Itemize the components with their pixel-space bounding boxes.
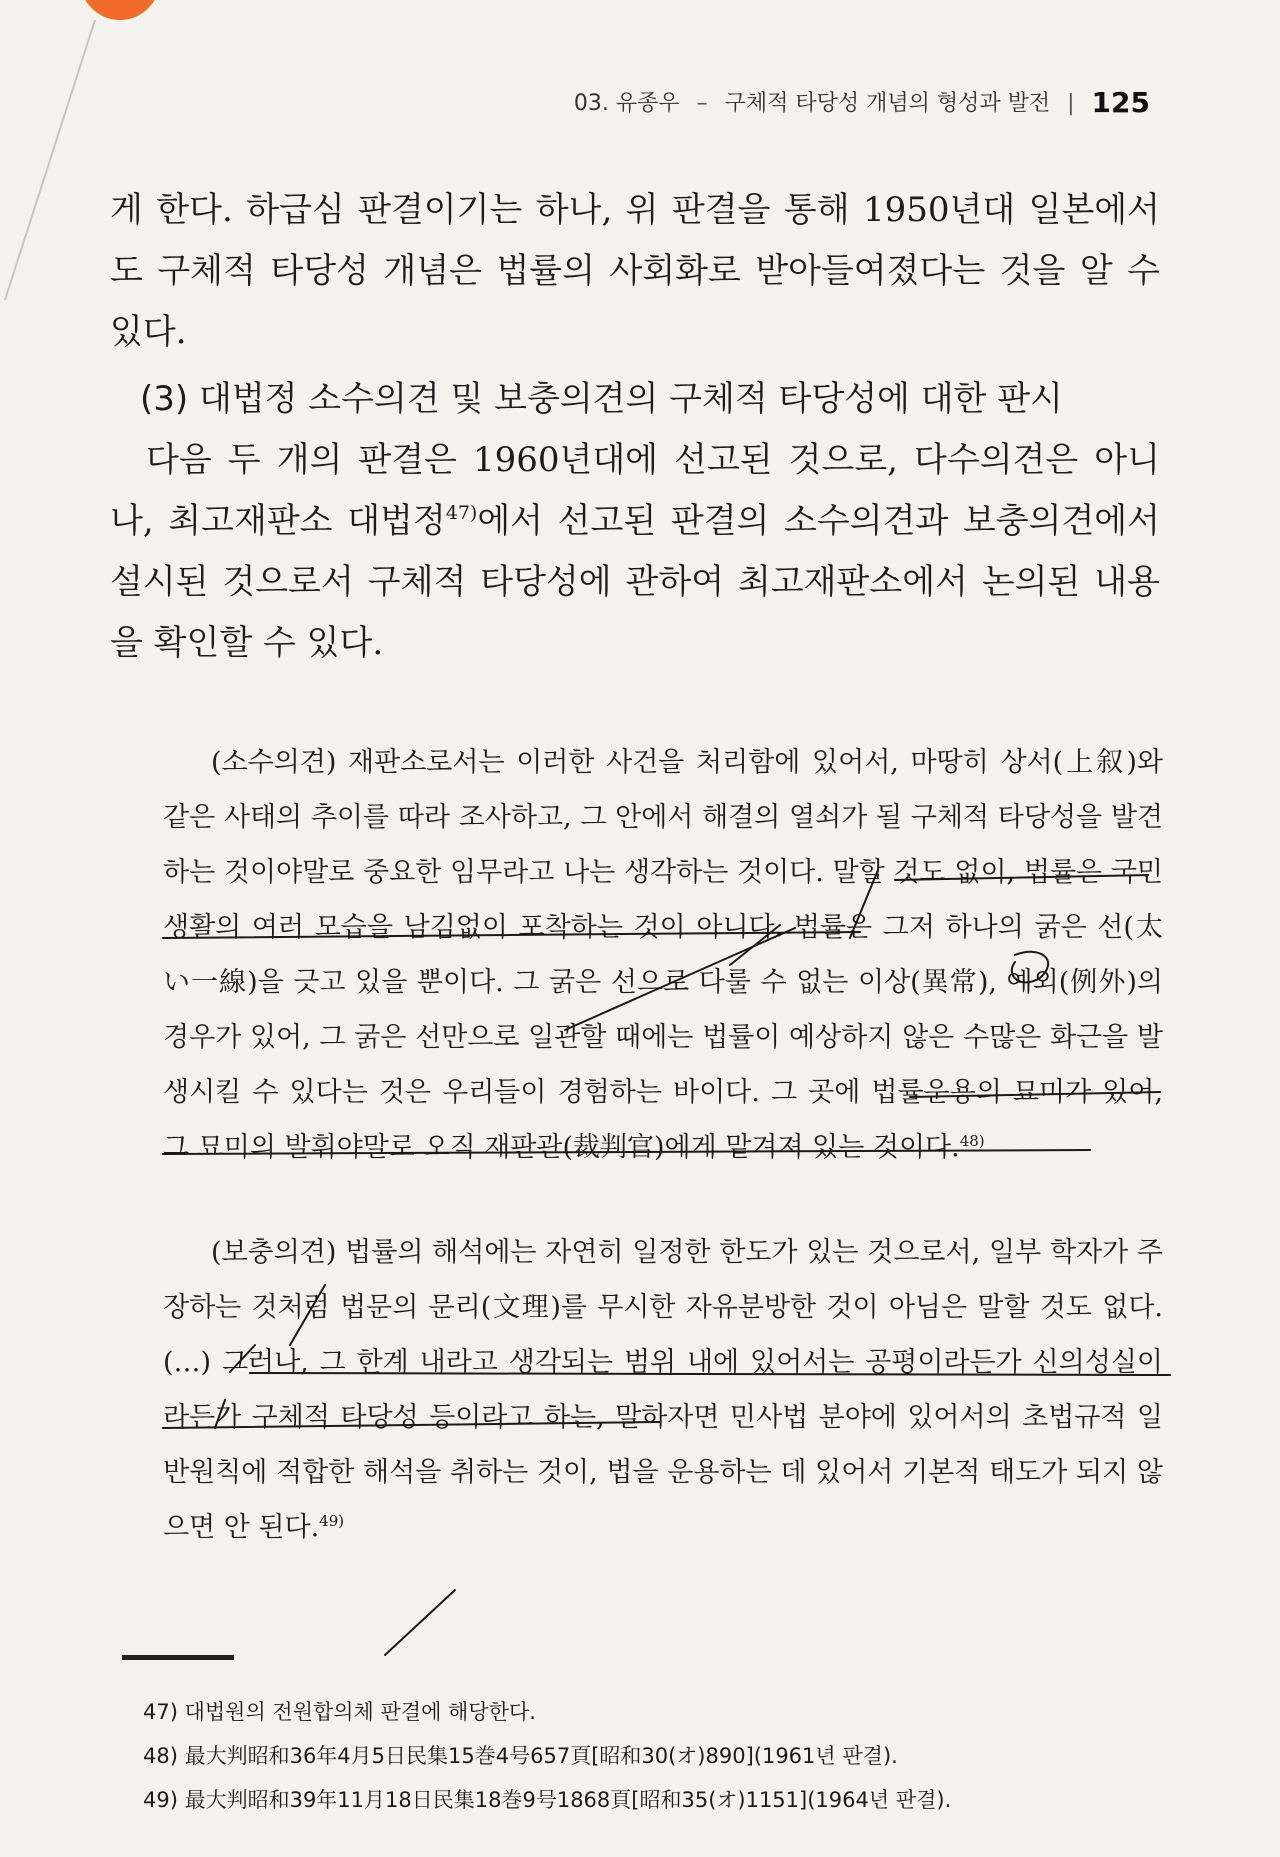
paragraph-2-text-a: 다음 두 개의 판결은 1960년대에 선고된 것으로, 다수의견은 아니나, 최고재판소 대법정 — [110, 440, 1160, 541]
supplementary-opinion-text: (보충의견) 법률의 해석에는 자연히 일정한 한도가 있는 것으로서, 일부 학자가 주장하는 것처럼 법문의 문리(文理)를 무시한 자유분방한 것이 아님은 말할 것도 없다.(…) 그러나, 그 한계 내라고 생각되는 범위 내에 있어서는 공평이라든가 신의성실이라든가 구체적 타당성 등이라고 하는, 말하자면 민사법 분야에 있어서의 초법규적 일반원칙에 적합한 해석을 취하는 것이, 법을 운용하는 데 있어서 기본적 태도가 되지 않으면 안 된다. — [163, 1237, 1163, 1543]
page-number: 125 — [1091, 86, 1150, 119]
body-paragraph-2 — [110, 430, 1160, 674]
header-separator: – — [696, 91, 708, 116]
footnote-ref-49: 49) — [319, 1512, 345, 1530]
body-paragraph-1: 게 한다. 하급심 판결이기는 하나, 위 판결을 통해 1950년대 일본에서도 구체적 타당성 개념은 법률의 사회화로 받아들여졌다는 것을 알 수 있다. — [110, 190, 1160, 352]
chapter-label: 03. 유종우 — [573, 91, 680, 116]
footnote-ref-47: 47) — [445, 502, 478, 524]
footnotes — [143, 1690, 1183, 1822]
footnote-48: 48) 最大判昭和36年4月5日民集15巻4号657頁[昭和30(オ)890](1961년 판결). — [143, 1744, 898, 1768]
footnote-47: 47) 대법원의 전원합의체 판결에 해당한다. — [143, 1700, 536, 1724]
section-heading: (3) 대법정 소수의견 및 보충의견의 구체적 타당성에 대한 판시 — [140, 379, 1063, 419]
running-header — [574, 86, 1150, 119]
header-bar: | — [1067, 91, 1075, 116]
footnote-ref-48: 48) — [959, 1132, 985, 1150]
paragraph-2-text-b: 에서 선고된 판결의 소수의견과 보충의견에서 설시된 것으로서 구체적 타당성에 관하여 최고재판소에서 논의된 내용을 확인할 수 있다. — [110, 501, 1160, 663]
page-crease-line — [0, 0, 120, 320]
quote-minority-opinion — [163, 735, 1163, 1175]
quote-supplementary-opinion — [163, 1225, 1163, 1555]
minority-opinion-text: (소수의견) 재판소로서는 이러한 사건을 처리함에 있어서, 마땅히 상서(上叙)와 같은 사태의 추이를 따라 조사하고, 그 안에서 해결의 열쇠가 될 구체적 타당성을 발견하는 것이야말로 중요한 임무라고 나는 생각하는 것이다. 말할 것도 없이, 법률은 국민생활의 여러 모습을 남김없이 포착하는 것이 아니다. 법률은 그저 하나의 굵은 선(太い一線)을 긋고 있을 뿐이다. 그 굵은 선으로 다룰 수 없는 이상(異常), 예외(例外)의 경우가 있어, 그 굵은 선만으로 일관할 때에는 법률이 예상하지 않은 수많은 화근을 발생시킬 수 있다는 것은 우리들이 경험하는 바이다. 그 곳에 법률운용의 묘미가 있어, 그 묘미의 발휘야말로 오직 재판관(裁判官)에게 맡겨져 있는 것이다. — [163, 747, 1163, 1163]
slash-4 — [385, 1590, 455, 1655]
footnote-rule — [122, 1655, 234, 1660]
footnote-49: 49) 最大判昭和39年11月18日民集18巻9号1868頁[昭和35(オ)1151](1964년 판결). — [143, 1788, 952, 1812]
chapter-title: 구체적 타당성 개념의 형성과 발전 — [724, 91, 1051, 116]
